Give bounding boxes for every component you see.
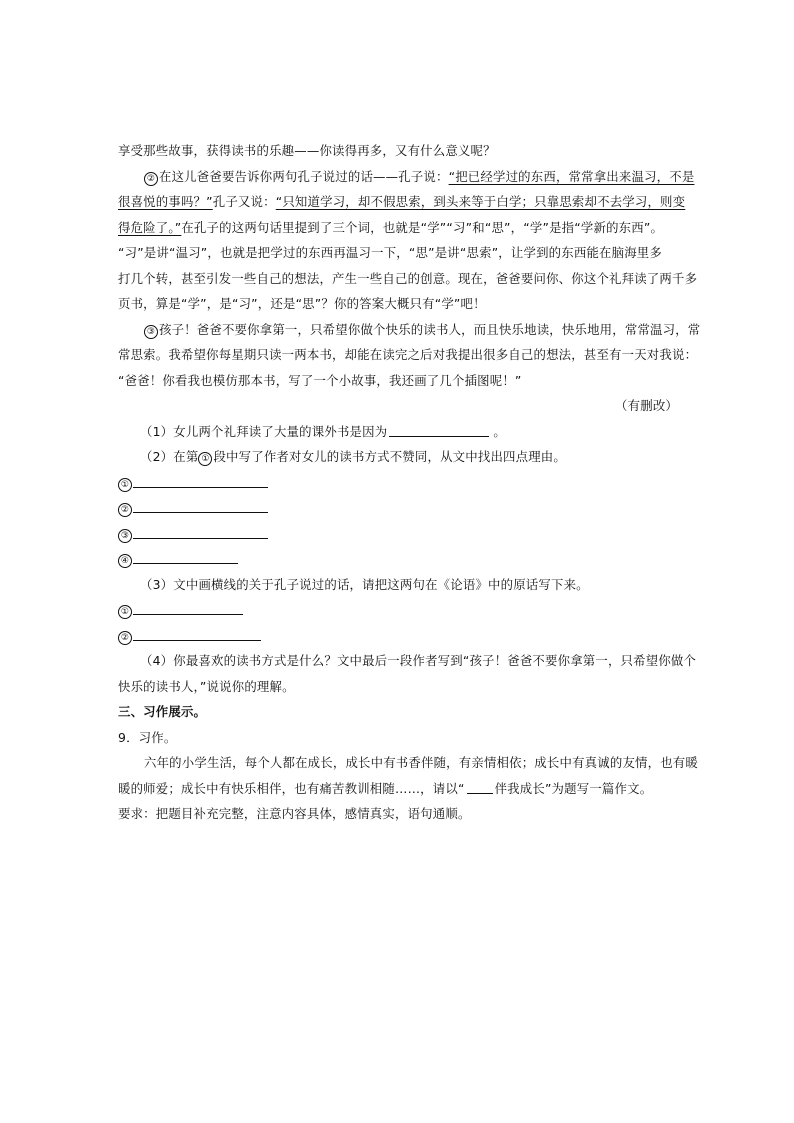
answer-number: ④ [118,554,132,568]
question-1 [118,419,684,445]
passage-text: “习”是讲“温习”，也就是把学过的东西再温习一下，“思”是讲“思索”，让学到的东西能在脑海里多 [118,245,662,260]
passage-text: 享受那些故事，获得读书的乐趣——你读得再多，又有什么意义呢？ [118,143,496,158]
writing-requirement [118,801,684,827]
underlined-quote: 很喜悦的事吗？” [118,194,213,209]
question-text: 段中写了作者对女儿的读书方式不赞同，从文中找出四点理由。 [213,449,566,464]
answer-blank[interactable] [133,549,238,564]
answer-number: ① [118,605,132,619]
question-4 [118,648,697,674]
writing-prompt [118,750,698,776]
passage-text: 常思索。我希望你每星期只读一两本书，却能在读完之后对我提出很多自己的想法，甚至有一天对我说： [118,347,698,362]
paragraph-reference: ① [198,452,212,466]
question-4 [118,674,684,700]
paragraph-2-line [118,240,684,266]
paragraph-number-3: ③ [144,325,158,339]
answer-number: ② [118,503,132,517]
reading-passage [118,138,701,827]
answer-number: ① [118,478,132,492]
answer-line [118,546,684,572]
question-3 [118,572,684,598]
question-text: 快乐的读书人，”说说你的理解。 [118,678,295,694]
passage-text: 页书，算是“学”，是“习”，还是“思”？你的答案大概只有“学”吧！ [118,296,486,311]
source-note [118,393,684,419]
answer-line [118,495,684,521]
question-text: （2）在第 [140,449,199,464]
question-text: （3）文中画横线的关于孔子说过的话，请把这两句在《论语》中的原话写下来。 [140,576,589,592]
passage-text: 在这儿爸爸要告诉你两句孔子说过的话——孔子说： [159,168,449,184]
question-text: 。 [493,423,506,439]
paragraph-3-line [118,368,684,394]
paragraph-2-line [118,164,695,190]
passage-text: 打几个转，甚至引发一些自己的想法，产生一些自己的创意。现在，爸爸要问你、你这个礼拜读了两千多 [118,270,698,286]
passage-text: 在孔子的这两句话里提到了三个词，也就是“学”“习”和“思”，“学”是指“学新的东西”。 [181,219,664,235]
question-text: （4）你最喜欢的读书方式是什么？文中最后一段作者写到“孩子！爸爸不要你拿第一，只希望你做个 [140,653,697,668]
prompt-text: 伴我成长”为题写一篇作文。 [494,780,653,796]
answer-line [118,521,684,547]
paragraph-2-line [118,215,684,241]
answer-number: ② [118,631,132,645]
writing-prompt [118,776,684,802]
paragraph-2-line [118,189,684,215]
passage-text: “爸爸！你看我也模仿那本书，写了一个小故事，我还画了几个插图呢！” [118,372,522,388]
paragraph-2-line [118,291,684,317]
requirement-text: 要求：把题目补充完整，注意内容具体，感情真实，语句通顺。 [118,806,471,821]
question-2 [118,444,684,470]
paragraph-2-line [118,266,698,292]
underlined-quote: “只知道学习，却不假思索，到头来等于白学；只靠思索却不去学习，则变 [275,194,686,209]
question-text: （1）女儿两个礼拜读了大量的课外书是因为 [140,423,388,439]
answer-line [118,470,684,496]
question-9 [118,725,684,751]
answer-blank[interactable] [133,498,268,513]
answer-blank[interactable] [133,626,261,641]
prompt-text: 六年的小学生活，每个人都在成长，成长中有书香伴随，有亲情相依；成长中有真诚的友情，也有暖 [144,755,698,770]
answer-blank[interactable] [133,473,268,488]
answer-number: ③ [118,529,132,543]
paragraph-3-line [118,342,698,368]
passage-text: 孔子又说： [212,194,276,209]
paragraph-3-line [118,317,701,343]
underlined-quote: “把已经学过的东西，常常拿出来温习，不是 [448,168,695,184]
title-blank[interactable] [467,779,493,794]
section-heading [118,699,684,725]
source-note-text: （有删改） [615,398,678,413]
answer-blank[interactable] [389,422,489,437]
passage-text: 孩子！爸爸不要你拿第一，只希望你做个快乐的读书人，而且快乐地读，快乐地用，常常温习，常 [159,321,701,337]
underlined-quote: 得危险了。” [118,219,182,235]
prompt-text: 暖的师爱；成长中有快乐相伴，也有痛苦教训相随……，请以“ [118,780,465,796]
answer-line [118,623,684,649]
answer-blank[interactable] [133,524,268,539]
section-heading-text: 三、习作展示。 [118,704,207,719]
paragraph-number-2: ② [144,172,158,186]
question-text: 9．习作。 [118,729,177,745]
passage-line [118,138,684,164]
answer-blank[interactable] [133,600,243,615]
answer-line [118,597,684,623]
